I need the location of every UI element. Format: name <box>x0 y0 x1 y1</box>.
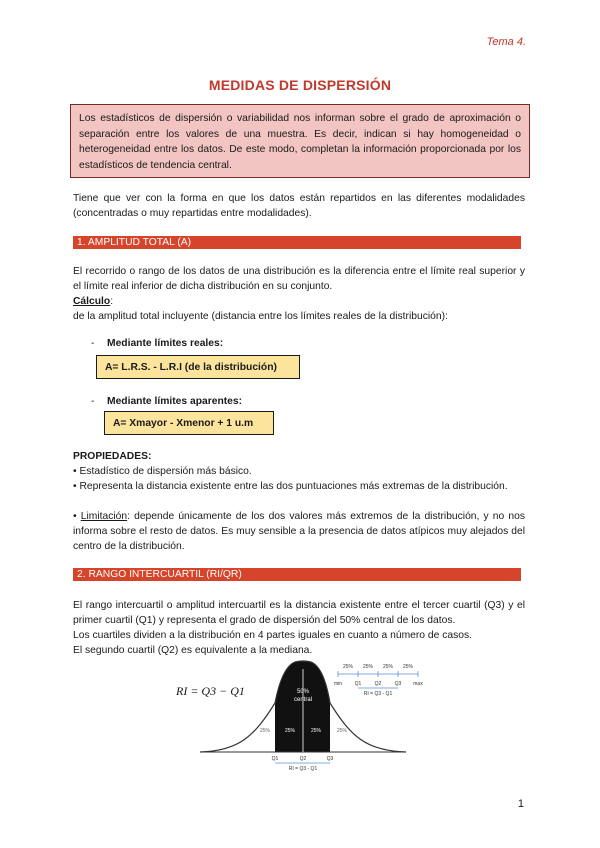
scale-min: min <box>333 681 343 687</box>
scale-ri: RI = Q3 - Q1 <box>363 691 393 697</box>
ri-formula: RI = Q3 − Q1 <box>176 684 245 698</box>
central-label: central <box>293 697 313 703</box>
mediana-text: El segundo cuartil (Q2) es equivalente a la mediana. <box>73 645 313 656</box>
pct-label-2: 25% <box>284 728 296 734</box>
formula-limites-reales: A= L.R.S. - L.R.I (de la distribución) <box>96 355 300 379</box>
calculo-colon: : <box>110 296 114 307</box>
bullet-dash-2: - <box>91 396 95 407</box>
quartile-figure <box>170 655 440 775</box>
ri-label: RI = Q3 - Q1 <box>288 766 318 772</box>
section-heading-rango-intercuartil: 2. RANGO INTERCUARTIL (RI/QR) <box>73 568 521 581</box>
intro-box <box>70 104 530 178</box>
quartile-scale <box>334 664 423 697</box>
sub-limites-aparentes: Mediante límites aparentes: <box>107 396 243 407</box>
axis-q3: Q3 <box>326 756 334 762</box>
page-title: MEDIDAS DE DISPERSIÓN <box>208 77 392 93</box>
amplitud-definition: El recorrido o rango de los datos de una distribución es la diferencia entre el límite real superior y el límite real inferior de dicha distribución en su conjunto. <box>73 266 525 292</box>
scale-pct-3: 25% <box>382 664 394 670</box>
properties-label: PROPIEDADES <box>73 451 148 462</box>
property-3 <box>73 509 525 554</box>
ri-definition: El rango intercuartil o amplitud intercuartil es la distancia existente entre el tercer cuartil (Q3) y el primer cuartil (Q1) y representa el grado de dispersión del 50% central de los datos. <box>73 600 525 626</box>
bullet-dash-1: - <box>91 338 95 349</box>
property-2: • Representa la distancia existente entre las dos puntuaciones más extremas de la distribución. <box>73 481 508 492</box>
intro-paragraph: Tiene que ver con la forma en que los datos están repartidos en las diferentes modalidades (concentradas o muy repartidas entre modalidades). <box>73 193 525 219</box>
section-heading-amplitud: 1. AMPLITUD TOTAL (A) <box>73 236 521 249</box>
page-number: 1 <box>517 798 524 810</box>
scale-pct-1: 25% <box>342 664 354 670</box>
scale-q3: Q3 <box>394 681 402 687</box>
pct-label-3: 25% <box>310 728 322 734</box>
properties-heading <box>73 449 151 464</box>
calculo-label: Cálculo <box>73 296 111 307</box>
scale-q1: Q1 <box>354 681 362 687</box>
pct-label-4: 25% <box>336 728 348 734</box>
limitacion-text: : depende únicamente de los dos valores más extremos de la distribución, y no nos informa sobre el resto de datos. Es muy sensible a la presencia de datos atípicos muy alejados del centro de la distribución. <box>73 511 525 552</box>
scale-max: max <box>413 681 423 687</box>
limitacion-label: Limitación <box>80 511 128 522</box>
scale-q2: Q2 <box>374 681 382 687</box>
formula-limites-aparentes: A= Xmayor - Xmenor + 1 u.m <box>104 411 274 435</box>
intro-text: Los estadísticos de dispersión o variabilidad nos informan sobre el grado de aproximación o separación entre los valores de una muestra. Es decir, indican si hay homogeneidad o heterogeneidad entre los datos. De este modo, completan la información proporcionada por los estadísticos de tendencia central. <box>79 113 521 171</box>
sub-limites-reales: Mediante límites reales: <box>107 338 224 349</box>
cuartiles-text: Los cuartiles dividen a la distribución en 4 partes iguales en cuanto a número de casos. <box>73 630 472 641</box>
property-3-bullet: • <box>73 511 81 522</box>
topic-label: Tema 4. <box>486 36 526 48</box>
property-1: • Estadístico de dispersión más básico. <box>73 466 252 477</box>
properties-colon: : <box>147 451 152 462</box>
central-pct: 50% <box>296 689 310 695</box>
axis-q1: Q1 <box>271 756 279 762</box>
pct-label-1: 25% <box>259 728 271 734</box>
calculo-text: de la amplitud total incluyente (distancia entre los límites reales de la distribución): <box>73 311 448 322</box>
calculo-heading <box>73 294 525 309</box>
axis-q2: Q2 <box>299 756 307 762</box>
scale-pct-2: 25% <box>362 664 374 670</box>
scale-pct-4: 25% <box>402 664 414 670</box>
